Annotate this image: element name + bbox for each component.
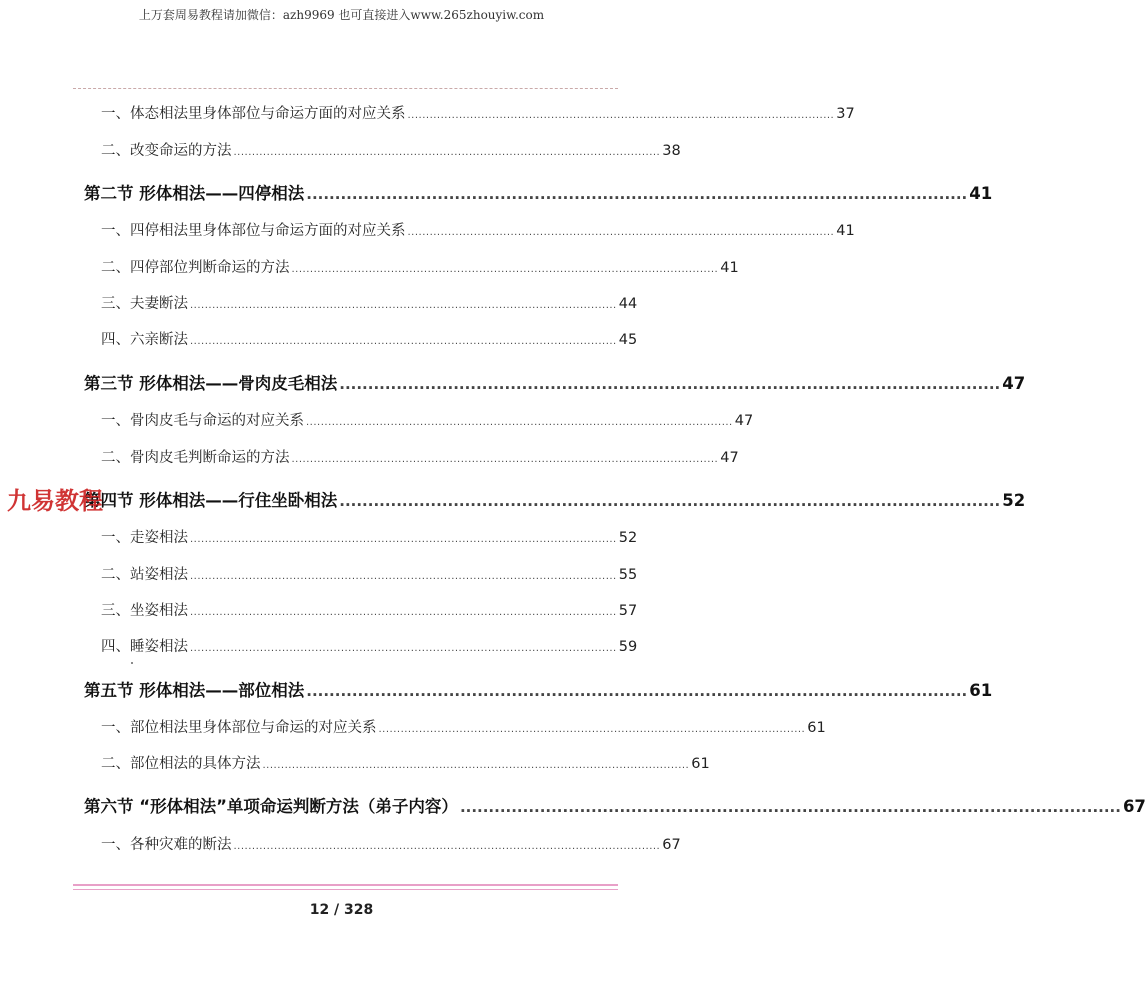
toc-entry[interactable]	[101, 526, 638, 547]
watermark-logo: 九易教程	[7, 487, 103, 515]
toc-entry[interactable]	[101, 635, 638, 656]
toc-leader-dots: ....................................................................................................................	[190, 336, 617, 347]
toc-entry-title: 四、六亲断法	[101, 332, 188, 348]
toc-leader-dots: ....................................................................................................................	[291, 454, 719, 465]
toc-entry-page: 61	[807, 720, 826, 736]
toc-section-heading[interactable]	[84, 180, 993, 204]
toc-entry-title: 一、体态相法里身体部位与命运方面的对应关系	[101, 106, 406, 122]
toc-entry[interactable]	[101, 328, 638, 349]
toc-section-title: 第二节 形体相法——四停相法	[84, 184, 305, 203]
toc-section-heading[interactable]	[84, 677, 993, 701]
toc-leader-dots: ....................................................................................................................	[190, 300, 617, 311]
toc-section-title: 第四节 形体相法——行住坐卧相法	[84, 491, 338, 510]
toc-entry-page: 37	[836, 106, 855, 122]
toc-section-heading[interactable]	[84, 370, 1026, 394]
toc-entry-title: 二、站姿相法	[101, 567, 188, 583]
page-header-text: 上万套周易教程请加微信：azh9969 也可直接进入www.265zhouyiw.com	[138, 8, 545, 22]
toc-leader-dots: ....................................................................................................................	[190, 571, 617, 582]
toc-entry-page: 67	[662, 837, 681, 853]
toc-entry[interactable]	[101, 219, 855, 240]
toc-leader-dots: ....................................................................................................................	[407, 227, 835, 238]
toc-entry-title: 二、四停部位判断命运的方法	[101, 260, 290, 276]
toc-entry[interactable]	[101, 446, 739, 467]
toc-entry[interactable]	[101, 563, 638, 584]
toc-entry[interactable]	[101, 716, 826, 737]
toc-entry[interactable]	[101, 833, 681, 854]
toc-leader-dots: ....................................................................................................................	[190, 534, 617, 545]
toc-entry-title: 一、部位相法里身体部位与命运的对应关系	[101, 720, 377, 736]
toc-entry-page: 41	[836, 223, 855, 239]
toc-entry[interactable]	[101, 409, 754, 430]
toc-section-page: 47	[1002, 374, 1026, 393]
toc-leader-dots: ....................................................................................................................	[378, 724, 806, 735]
toc-entry[interactable]	[101, 102, 855, 123]
toc-section-page: 67	[1122, 797, 1146, 816]
toc-entry-title: 二、改变命运的方法	[101, 143, 232, 159]
toc-entry[interactable]	[101, 256, 739, 277]
toc-leader-dots: ....................................................................................................................	[233, 841, 661, 852]
toc-entry-page: 41	[720, 260, 739, 276]
toc-entry[interactable]	[101, 752, 710, 773]
toc-entry-title: 三、夫妻断法	[101, 296, 188, 312]
toc-section-page: 52	[1002, 491, 1026, 510]
toc-entry-page: 55	[618, 567, 638, 583]
toc-entry-title: 一、骨肉皮毛与命运的对应关系	[101, 413, 304, 429]
toc-section-heading[interactable]	[84, 793, 1146, 817]
toc-entry-page: 52	[618, 530, 638, 546]
toc-leader-dots: ....................................................................................................................	[339, 492, 1001, 510]
toc-entry-page: 44	[618, 296, 638, 312]
toc-section-heading[interactable]	[84, 487, 1026, 511]
toc-entry-page: 61	[691, 756, 710, 772]
toc-leader-dots: ....................................................................................................................	[291, 264, 719, 275]
toc-entry[interactable]	[101, 139, 681, 160]
toc-leader-dots: ....................................................................................................................	[306, 185, 968, 203]
footer-divider-thick	[73, 884, 618, 886]
toc-entry-title: 一、各种灾难的断法	[101, 837, 232, 853]
toc-leader-dots: ....................................................................................................................	[306, 682, 968, 700]
header-divider	[73, 88, 618, 89]
toc-entry-page: 57	[618, 603, 638, 619]
toc-entry-page: 45	[618, 332, 638, 348]
toc-leader-dots: ....................................................................................................................	[339, 375, 1001, 393]
toc-section-page: 61	[969, 681, 993, 700]
toc-entry-title: 二、骨肉皮毛判断命运的方法	[101, 450, 290, 466]
toc-leader-dots: ....................................................................................................................	[306, 417, 733, 428]
toc-section-title: 第六节 “形体相法”单项命运判断方法（弟子内容）	[84, 797, 458, 816]
toc-leader-dots: ....................................................................................................................	[233, 147, 661, 158]
toc-entry-title: 四、睡姿相法	[101, 639, 188, 655]
stray-mark	[131, 662, 133, 664]
toc-entry-page: 47	[720, 450, 739, 466]
toc-entry-page: 38	[662, 143, 681, 159]
toc-entry-title: 二、部位相法的具体方法	[101, 756, 261, 772]
toc-entry-page: 59	[618, 639, 638, 655]
toc-entry[interactable]	[101, 292, 638, 313]
toc-entry-title: 三、坐姿相法	[101, 603, 188, 619]
toc-entry-title: 一、走姿相法	[101, 530, 188, 546]
toc-leader-dots: ....................................................................................................................	[407, 110, 835, 121]
toc-section-title: 第五节 形体相法——部位相法	[84, 681, 305, 700]
toc-entry[interactable]	[101, 599, 638, 620]
toc-section-title: 第三节 形体相法——骨肉皮毛相法	[84, 374, 338, 393]
toc-leader-dots: ....................................................................................................................	[190, 643, 617, 654]
toc-leader-dots: ....................................................................................................................	[262, 760, 690, 771]
toc-entry-page: 47	[734, 413, 754, 429]
footer-divider-thin	[73, 889, 618, 890]
toc-section-page: 41	[969, 184, 993, 203]
toc-entry-title: 一、四停相法里身体部位与命运方面的对应关系	[101, 223, 406, 239]
toc-leader-dots: ....................................................................................................................	[190, 607, 617, 618]
toc-leader-dots: ....................................................................................................................	[459, 798, 1121, 816]
page-number: 12 / 328	[309, 902, 374, 918]
